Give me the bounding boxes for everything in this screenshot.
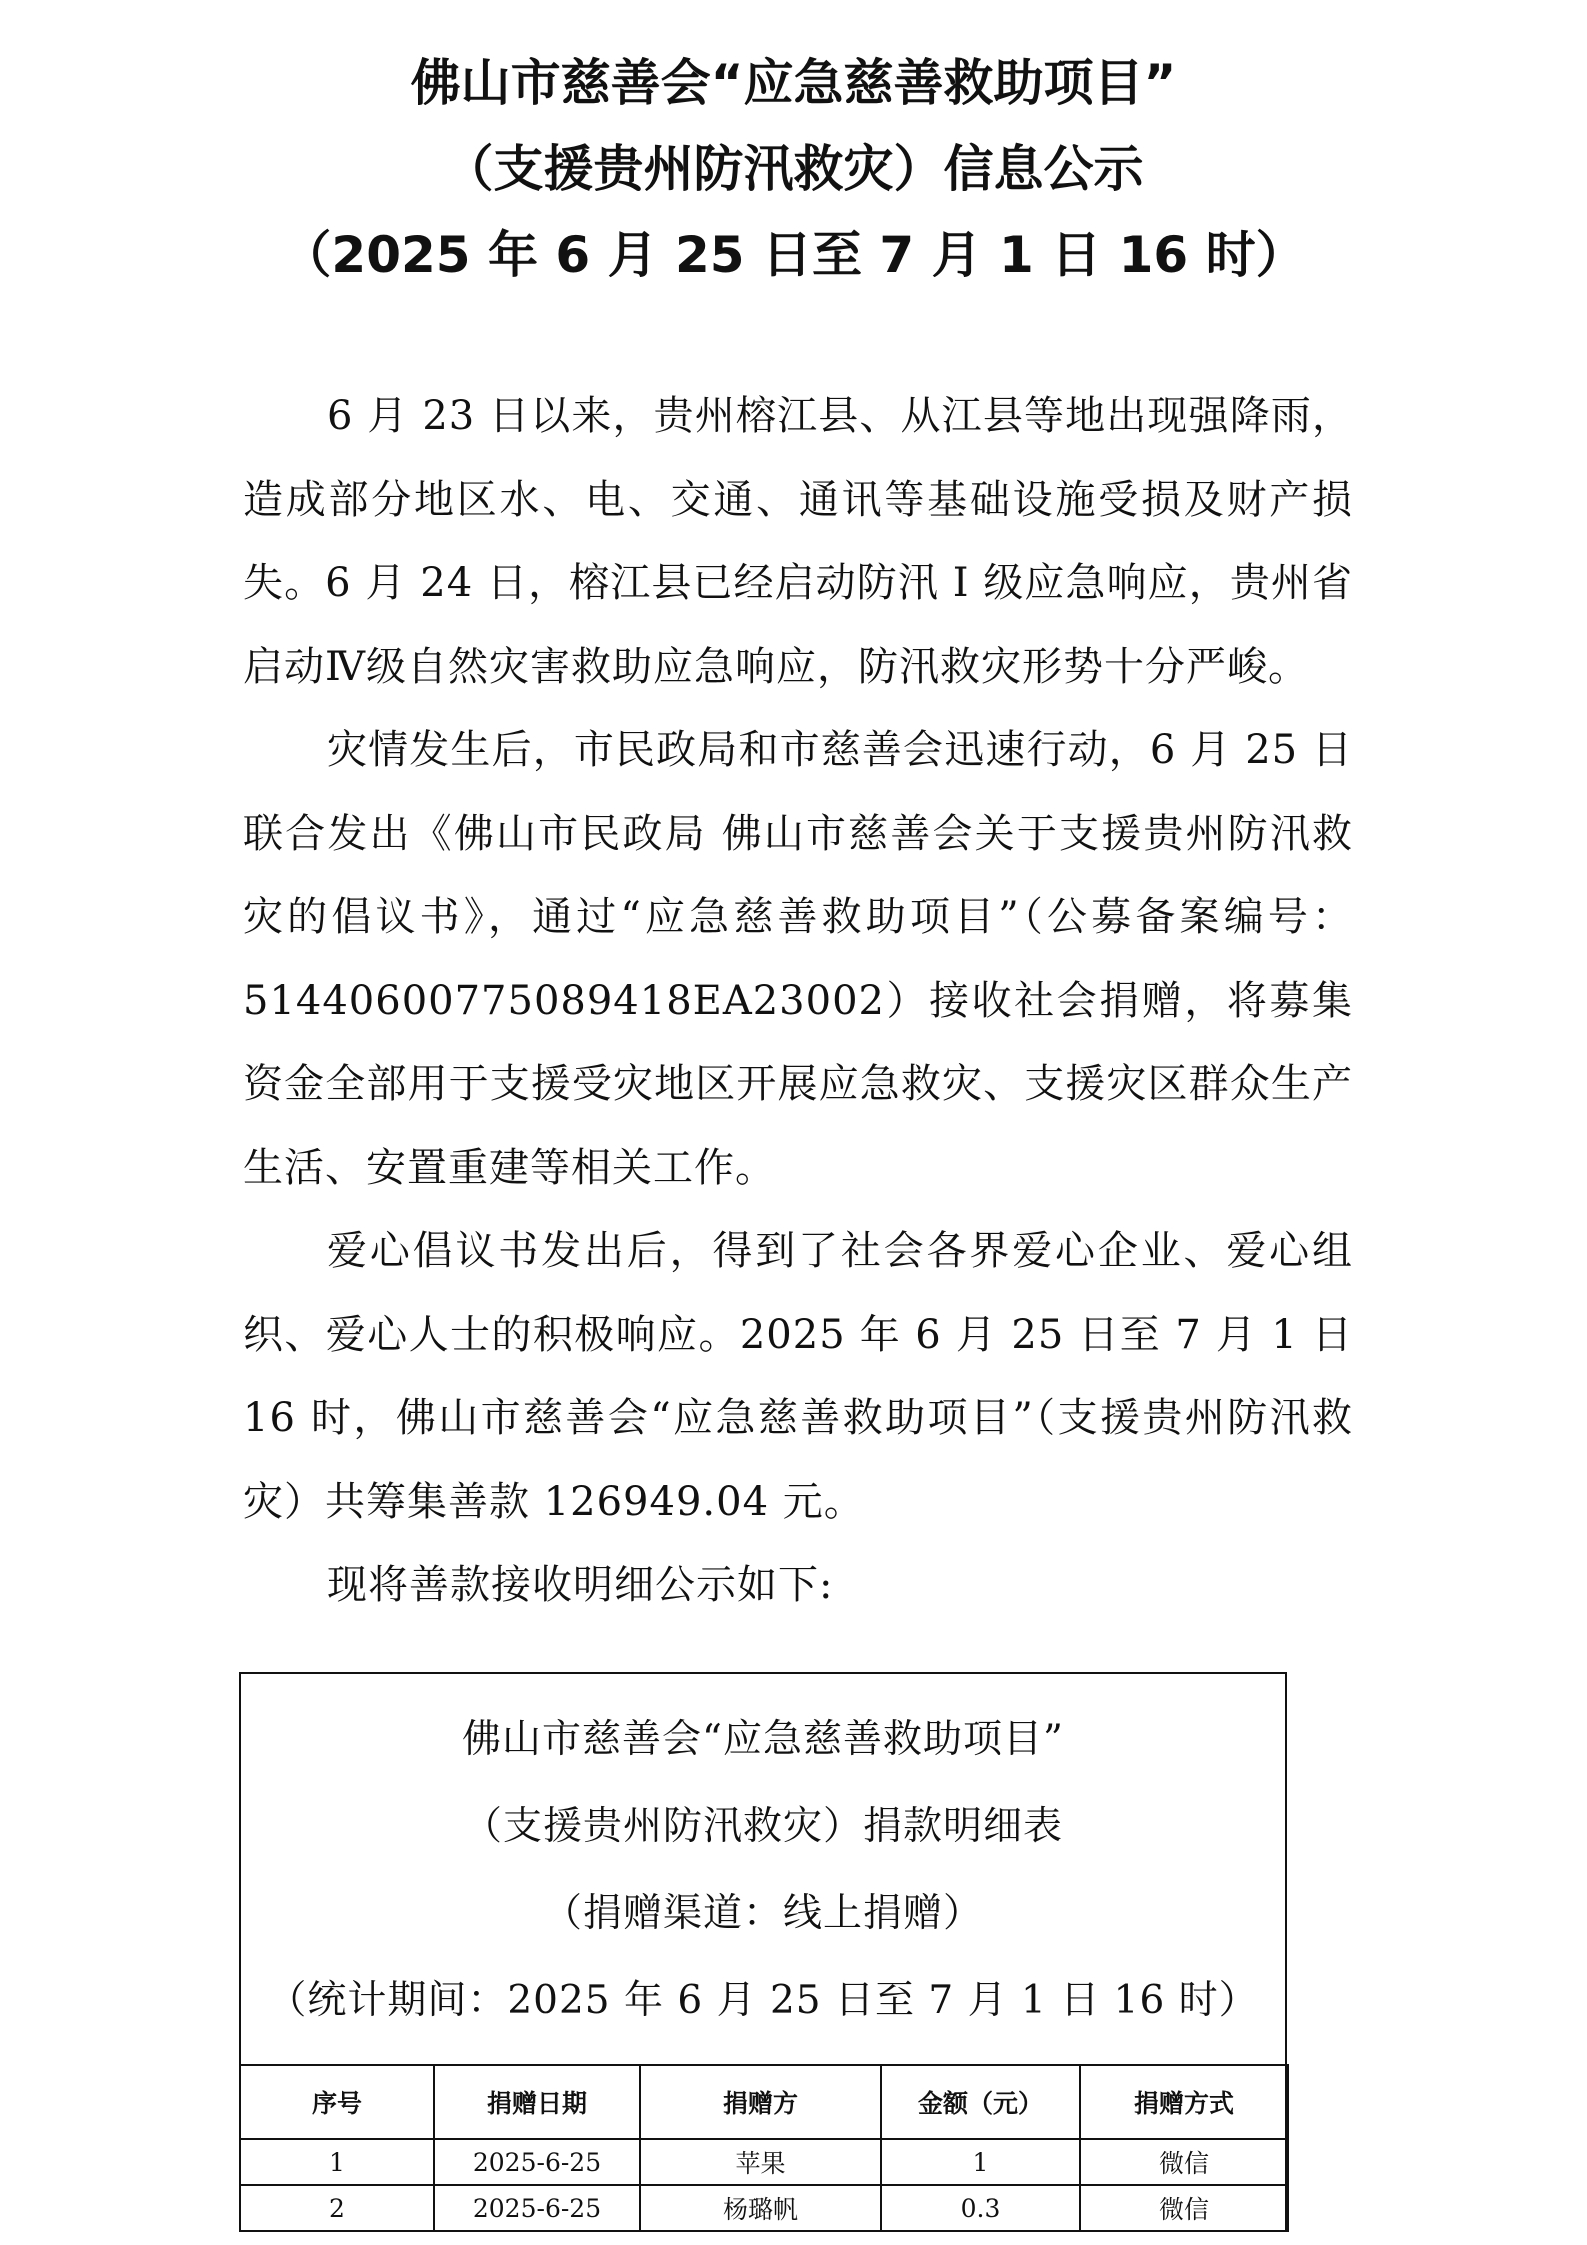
table-row	[240, 2185, 1288, 2231]
title-line-2: （支援贵州防汛救灾）信息公示	[443, 140, 1144, 198]
table-title-line-1: 佛山市慈善会“应急慈善救助项目”	[462, 1717, 1064, 1762]
notice-body	[243, 375, 1353, 1628]
cell-date: 2025-6-25	[434, 2185, 640, 2231]
cell-donor: 苹果	[640, 2139, 881, 2185]
cell-amount: 0.3	[881, 2185, 1080, 2231]
paragraph-detail-intro: 现将善款接收明细公示如下:	[327, 1562, 834, 1608]
cell-date: 2025-6-25	[434, 2139, 640, 2185]
title-line-3: （2025 年 6 月 25 日至 7 月 1 日 16 时）	[281, 226, 1306, 284]
title-line-1: 佛山市慈善会“应急慈善救助项目”	[410, 54, 1177, 112]
cell-method: 微信	[1080, 2185, 1288, 2231]
paragraph-fundraising-result: 爱心倡议书发出后，得到了社会各界爱心企业、爱心组织、爱心人士的积极响应。2025 年 6 月 25 日至 7 月 1 日 16 时，佛山市慈善会“应急慈善救助项目”（支援贵州防汛救灾）共筹集善款 126949.04 元。	[243, 1228, 1353, 1525]
header-amount: 金额（元）	[881, 2065, 1080, 2139]
header-date: 捐赠日期	[434, 2065, 640, 2139]
cell-donor: 杨璐帆	[640, 2185, 881, 2231]
table-header-row	[240, 2065, 1288, 2139]
header-serial: 序号	[240, 2065, 434, 2139]
cell-amount: 1	[881, 2139, 1080, 2185]
cell-serial: 1	[240, 2139, 434, 2185]
page-title	[0, 40, 1587, 298]
table-title	[241, 1674, 1285, 2064]
paragraph-disaster-situation: 6 月 23 日以来，贵州榕江县、从江县等地出现强降雨，造成部分地区水、电、交通、通讯等基础设施受损及财产损失。6 月 24 日，榕江县已经启动防汛 I 级应急响应，贵州省启动Ⅳ级自然灾害救助应急响应，防汛救灾形势十分严峻。	[243, 393, 1353, 690]
donation-detail-table-box	[239, 1672, 1287, 2232]
donation-detail-table	[239, 2064, 1289, 2232]
table-title-period: （统计期间：2025 年 6 月 25 日至 7 月 1 日 16 时）	[267, 1978, 1259, 2023]
paragraph-response-action: 灾情发生后，市民政局和市慈善会迅速行动，6 月 25 日联合发出《佛山市民政局 佛山市慈善会关于支援贵州防汛救灾的倡议书》，通过“应急慈善救助项目”（公募备案编号：51440600775089418EA23002）接收社会捐赠，将募集资金全部用于支援受灾地区开展应急救灾、支援灾区群众生产生活、安置重建等相关工作。	[243, 727, 1353, 1191]
cell-serial: 2	[240, 2185, 434, 2231]
table-title-line-2: （支援贵州防汛救灾）捐款明细表	[462, 1804, 1063, 1849]
header-method: 捐赠方式	[1080, 2065, 1288, 2139]
header-donor: 捐赠方	[640, 2065, 881, 2139]
cell-method: 微信	[1080, 2139, 1288, 2185]
table-title-channel: （捐赠渠道：线上捐赠）	[542, 1891, 983, 1936]
table-row	[240, 2139, 1288, 2185]
